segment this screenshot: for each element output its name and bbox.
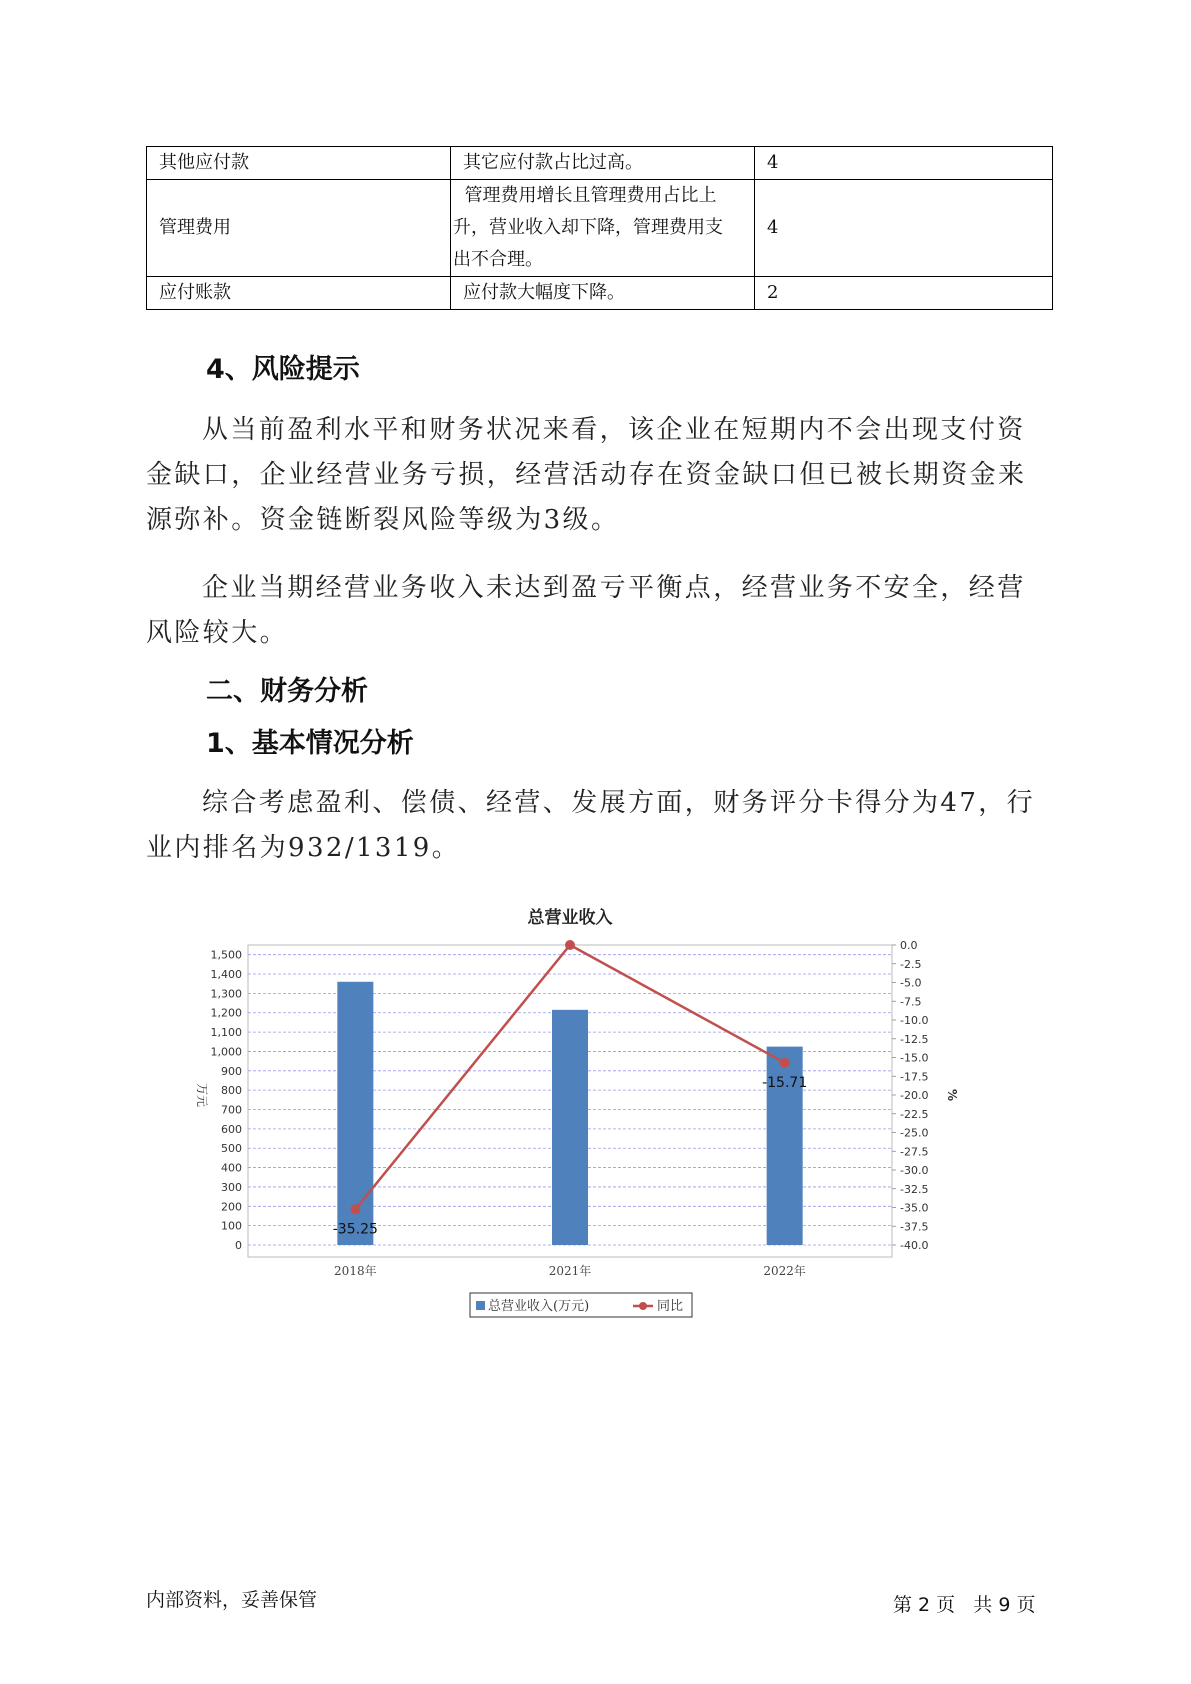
y2-tick-label: -7.5 bbox=[900, 995, 922, 1009]
legend-label-yoy: 同比 bbox=[657, 1299, 684, 1314]
y-tick-label: 600 bbox=[221, 1122, 242, 1136]
yoy-data-label: -35.25 bbox=[332, 1221, 378, 1238]
y2-tick-label: -32.5 bbox=[900, 1182, 929, 1196]
y2-tick-label: -12.5 bbox=[900, 1032, 929, 1046]
y-tick-label: 1,100 bbox=[210, 1026, 242, 1040]
y-tick-label: 1,500 bbox=[210, 948, 242, 962]
table-cell-item: 应付账款 bbox=[147, 277, 451, 310]
y2-tick-label: -35.0 bbox=[900, 1201, 929, 1215]
table-cell-item: 其他应付款 bbox=[147, 147, 451, 180]
y2-tick-label: -22.5 bbox=[900, 1107, 929, 1121]
risk-paragraph-2: 企业当期经营业务收入未达到盈亏平衡点，经营业务不安全，经营风险较大。 bbox=[146, 573, 1026, 648]
table-cell-score: 2 bbox=[755, 277, 1053, 310]
table-row bbox=[147, 180, 1053, 277]
y2-tick-label: -40.0 bbox=[900, 1239, 929, 1252]
yoy-point bbox=[565, 940, 575, 950]
revenue-chart bbox=[180, 895, 1040, 1355]
legend-label-revenue: 总营业收入(万元) bbox=[488, 1299, 590, 1314]
x-tick-label: 2021年 bbox=[548, 1264, 592, 1278]
y2-tick-label: -25.0 bbox=[900, 1126, 929, 1140]
y-axis-label: 万元 bbox=[195, 1082, 209, 1108]
y2-tick-label: 0.0 bbox=[900, 939, 918, 952]
x-tick-label: 2018年 bbox=[334, 1264, 377, 1278]
y2-tick-label: -15.0 bbox=[900, 1051, 929, 1065]
yoy-data-label: -15.71 bbox=[762, 1074, 808, 1091]
y2-tick-label: -37.5 bbox=[900, 1220, 929, 1234]
table-row bbox=[147, 147, 1053, 180]
y2-tick-label: -5.0 bbox=[900, 976, 922, 990]
y-tick-label: 800 bbox=[221, 1084, 242, 1098]
table-cell-score: 4 bbox=[755, 180, 1053, 277]
table-cell-desc: 其它应付款占比过高。 bbox=[451, 147, 755, 180]
table-cell-desc-line: 管理费用增长且管理费用占比上 bbox=[453, 185, 717, 206]
y-tick-label: 500 bbox=[221, 1142, 242, 1156]
yoy-point bbox=[350, 1204, 360, 1214]
risk-paragraph-1: 从当前盈利水平和财务状况来看，该企业在短期内不会出现支付资金缺口，企业经营业务亏损，经营活动存在资金缺口但已被长期资金来源弥补。资金链断裂风险等级为3级。 bbox=[146, 415, 1027, 535]
chart-title: 总营业收入 bbox=[527, 908, 613, 928]
basic-paragraph-1: 综合考虑盈利、偿债、经营、发展方面，财务评分卡得分为47，行业内排名为932/1319。 bbox=[146, 788, 1036, 863]
y2-tick-label: -20.0 bbox=[900, 1089, 929, 1102]
y-tick-label: 900 bbox=[221, 1064, 242, 1078]
table-cell-desc-line: 升，营业收入却下降，管理费用支 bbox=[453, 217, 723, 238]
legend-swatch-point bbox=[639, 1302, 647, 1310]
y-tick-label: 200 bbox=[221, 1200, 242, 1214]
y-tick-label: 1,000 bbox=[210, 1045, 242, 1059]
y2-tick-label: -30.0 bbox=[900, 1164, 929, 1177]
y-tick-label: 300 bbox=[221, 1180, 242, 1194]
y-tick-label: 1,400 bbox=[210, 968, 242, 982]
risk-table bbox=[146, 146, 1053, 310]
y-tick-label: 100 bbox=[221, 1219, 242, 1233]
table-cell-desc-line: 出不合理。 bbox=[453, 249, 543, 270]
y2-axis-label: % bbox=[945, 1088, 959, 1102]
y-tick-label: 0 bbox=[235, 1239, 242, 1252]
table-cell-desc bbox=[451, 180, 755, 277]
legend-swatch-bar bbox=[476, 1301, 485, 1310]
y-tick-label: 1,200 bbox=[210, 1006, 242, 1020]
yoy-point bbox=[780, 1058, 790, 1068]
section-title-finance: 二、财务分析 bbox=[206, 676, 368, 707]
y-tick-label: 700 bbox=[221, 1103, 242, 1117]
x-tick-label: 2022年 bbox=[763, 1264, 806, 1278]
section-title-basic: 1、基本情况分析 bbox=[206, 728, 414, 759]
footer-page-number: 第 2 页 共 9 页 bbox=[893, 1594, 1036, 1616]
table-row bbox=[147, 277, 1053, 310]
table-cell-desc: 应付款大幅度下降。 bbox=[451, 277, 755, 310]
y2-tick-label: -27.5 bbox=[900, 1145, 929, 1159]
table-cell-score: 4 bbox=[755, 147, 1053, 180]
footer-confidential: 内部资料，妥善保管 bbox=[146, 1589, 318, 1611]
table-cell-item: 管理费用 bbox=[147, 180, 451, 277]
y2-tick-label: -10.0 bbox=[900, 1014, 929, 1027]
section-title-risk: 4、风险提示 bbox=[206, 354, 360, 385]
y2-tick-label: -2.5 bbox=[900, 957, 922, 971]
y-tick-label: 1,300 bbox=[210, 987, 242, 1001]
y2-tick-label: -17.5 bbox=[900, 1070, 929, 1084]
bar bbox=[552, 1010, 588, 1245]
y-tick-label: 400 bbox=[221, 1161, 242, 1175]
